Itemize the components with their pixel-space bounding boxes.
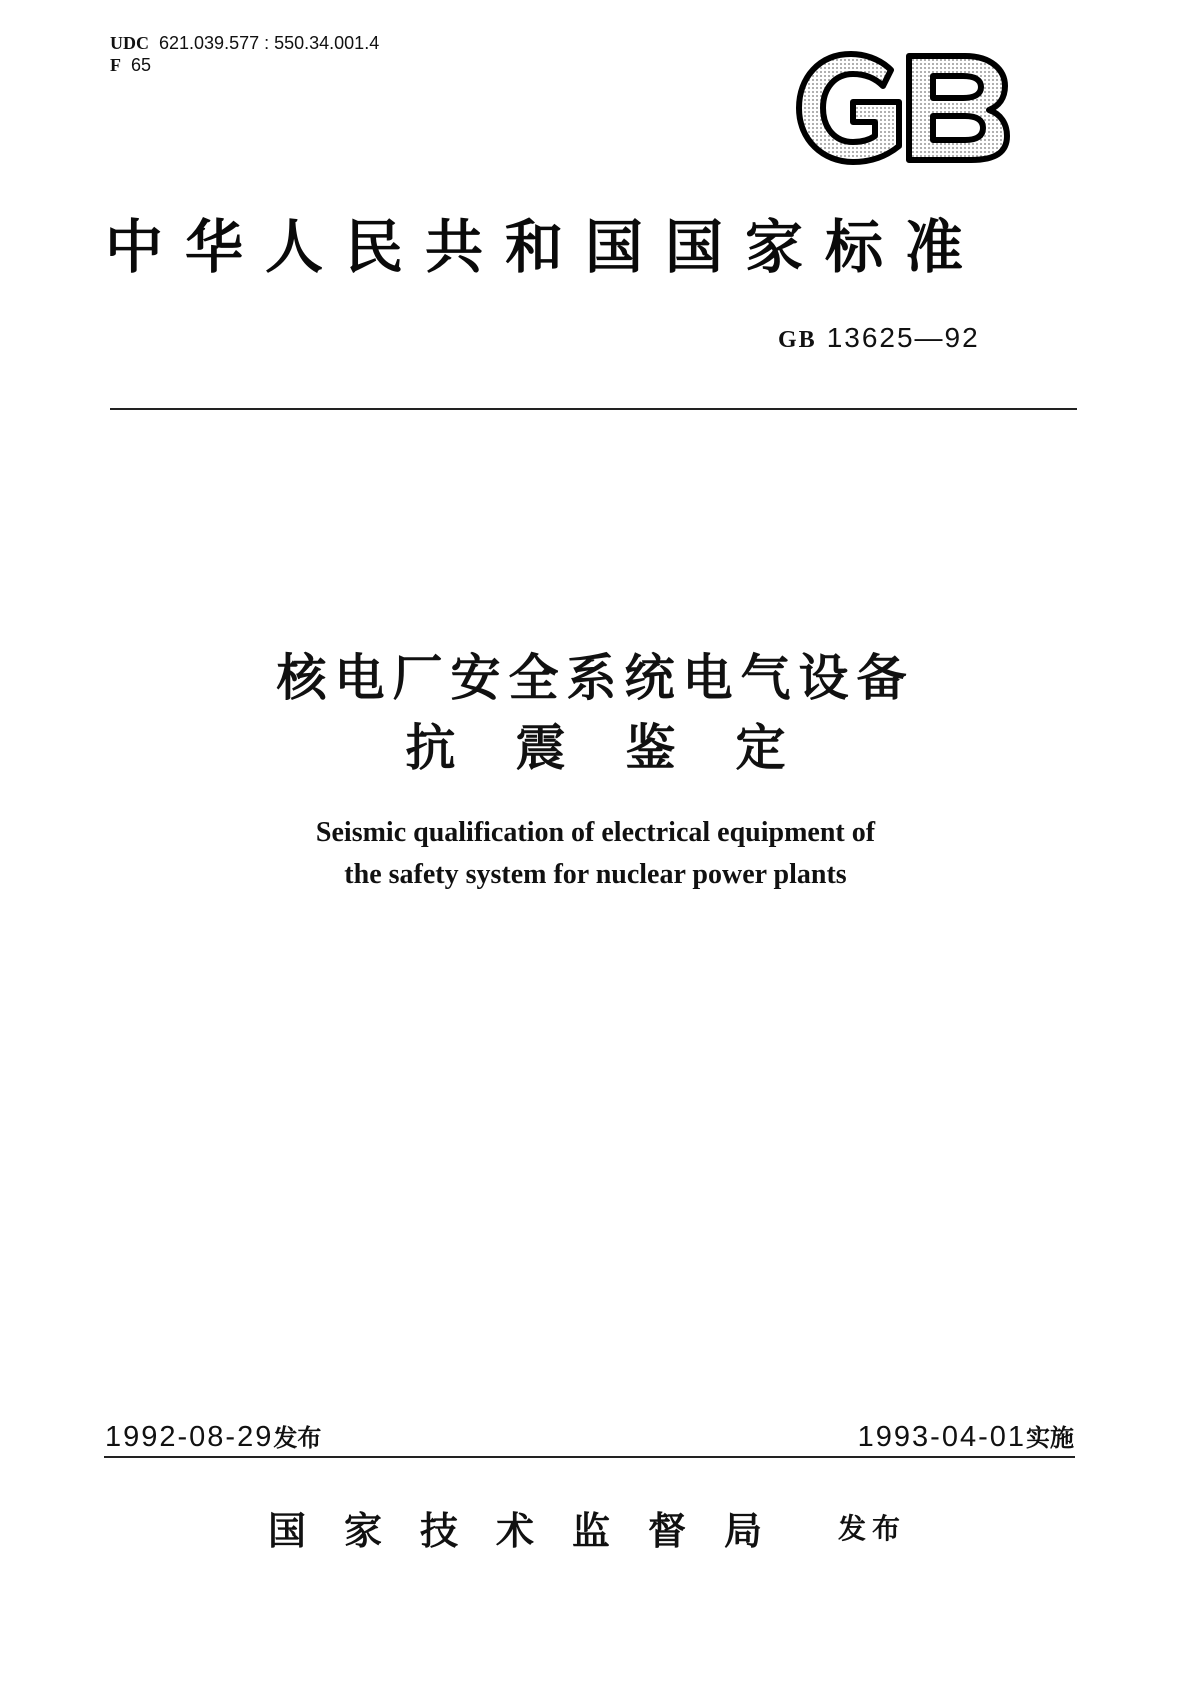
f-line [110, 54, 379, 76]
standard-prefix: GB [778, 327, 817, 353]
national-standard-title: 中华人民共和国国家标准 [105, 213, 986, 281]
implementation-date [858, 1418, 1074, 1454]
udc-line [110, 32, 379, 54]
udc-label: UDC [110, 33, 149, 53]
f-value: 65 [131, 55, 152, 75]
bottom-divider [104, 1456, 1075, 1458]
implementation-date-value: 1993-04-01 [857, 1421, 1026, 1453]
publish-label: 发布 [838, 1512, 907, 1545]
standard-code: 13625—92 [826, 322, 980, 353]
f-label: F [110, 55, 121, 75]
issue-date-value: 1992-08-29 [105, 1421, 274, 1453]
udc-value: 621.039.577 : 550.34.001.4 [159, 33, 380, 53]
title-chinese-line-2: 抗震鉴定 [405, 719, 846, 777]
classification-codes [110, 32, 379, 76]
title-chinese-line-1: 核电厂安全系统电气设备 [276, 649, 915, 707]
standard-number [778, 322, 980, 354]
title-english-line-2: the safety system for nuclear power plants [344, 859, 847, 890]
publisher-name: 国家技术监督局 [268, 1509, 801, 1553]
issue-date [105, 1418, 321, 1454]
issue-date-label: 发布 [273, 1424, 322, 1452]
title-english [0, 812, 1191, 896]
gb-logo-icon [795, 50, 1010, 165]
top-divider [110, 408, 1077, 410]
title-english-line-1: Seismic qualification of electrical equipment of [315, 817, 876, 848]
implementation-date-label: 实施 [1026, 1424, 1074, 1452]
